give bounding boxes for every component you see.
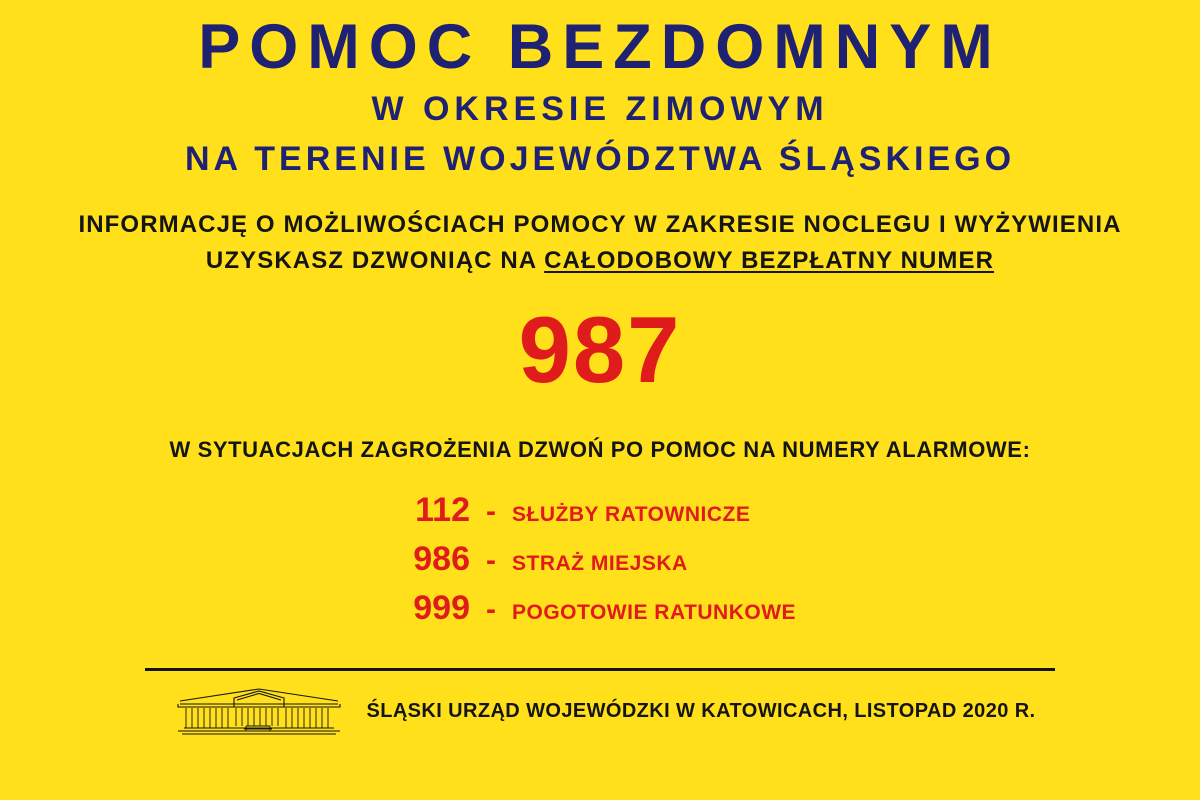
info-line-2 bbox=[0, 243, 1200, 279]
government-building-icon bbox=[174, 685, 344, 737]
info-line-2-emphasis: CAŁODOBOWY BEZPŁATNY NUMER bbox=[544, 247, 995, 275]
list-item bbox=[0, 491, 1200, 530]
info-line-2-prefix: UZYSKASZ DZWONIĄC NA bbox=[205, 247, 545, 275]
emergency-label: SŁUŻBY RATOWNICZE bbox=[512, 503, 751, 527]
footer bbox=[0, 685, 1200, 737]
emergency-number: 999 bbox=[413, 589, 470, 628]
emergency-intro: W SYTUACJACH ZAGROŻENIA DZWOŃ PO POMOC NA NUMERY ALARMOWE: bbox=[169, 437, 1031, 463]
emergency-numbers-list bbox=[0, 491, 1200, 628]
emergency-dash: - bbox=[486, 495, 496, 529]
emergency-dash: - bbox=[486, 544, 496, 578]
emergency-dash: - bbox=[486, 593, 496, 627]
headline-subtitle-2: NA TERENIE WOJEWÓDZTWA ŚLĄSKIEGO bbox=[184, 139, 1016, 178]
footer-divider bbox=[145, 668, 1055, 671]
page-title: POMOC BEZDOMNYM bbox=[198, 12, 1002, 82]
emergency-number: 112 bbox=[415, 491, 470, 530]
emergency-label: POGOTOWIE RATUNKOWE bbox=[512, 601, 797, 625]
list-item bbox=[0, 589, 1200, 628]
info-line-1: INFORMACJĘ O MOŻLIWOŚCIACH POMOCY W ZAKRESIE NOCLEGU I WYŻYWIENIA bbox=[78, 211, 1122, 239]
emergency-number: 986 bbox=[413, 540, 470, 579]
list-item bbox=[0, 540, 1200, 579]
headline-subtitle-1: W OKRESIE ZIMOWYM bbox=[371, 90, 829, 128]
hotline-number: 987 bbox=[518, 297, 682, 403]
footer-text: ŚLĄSKI URZĄD WOJEWÓDZKI W KATOWICACH, LISTOPAD 2020 R. bbox=[366, 699, 1036, 722]
emergency-label: STRAŻ MIEJSKA bbox=[512, 552, 688, 576]
